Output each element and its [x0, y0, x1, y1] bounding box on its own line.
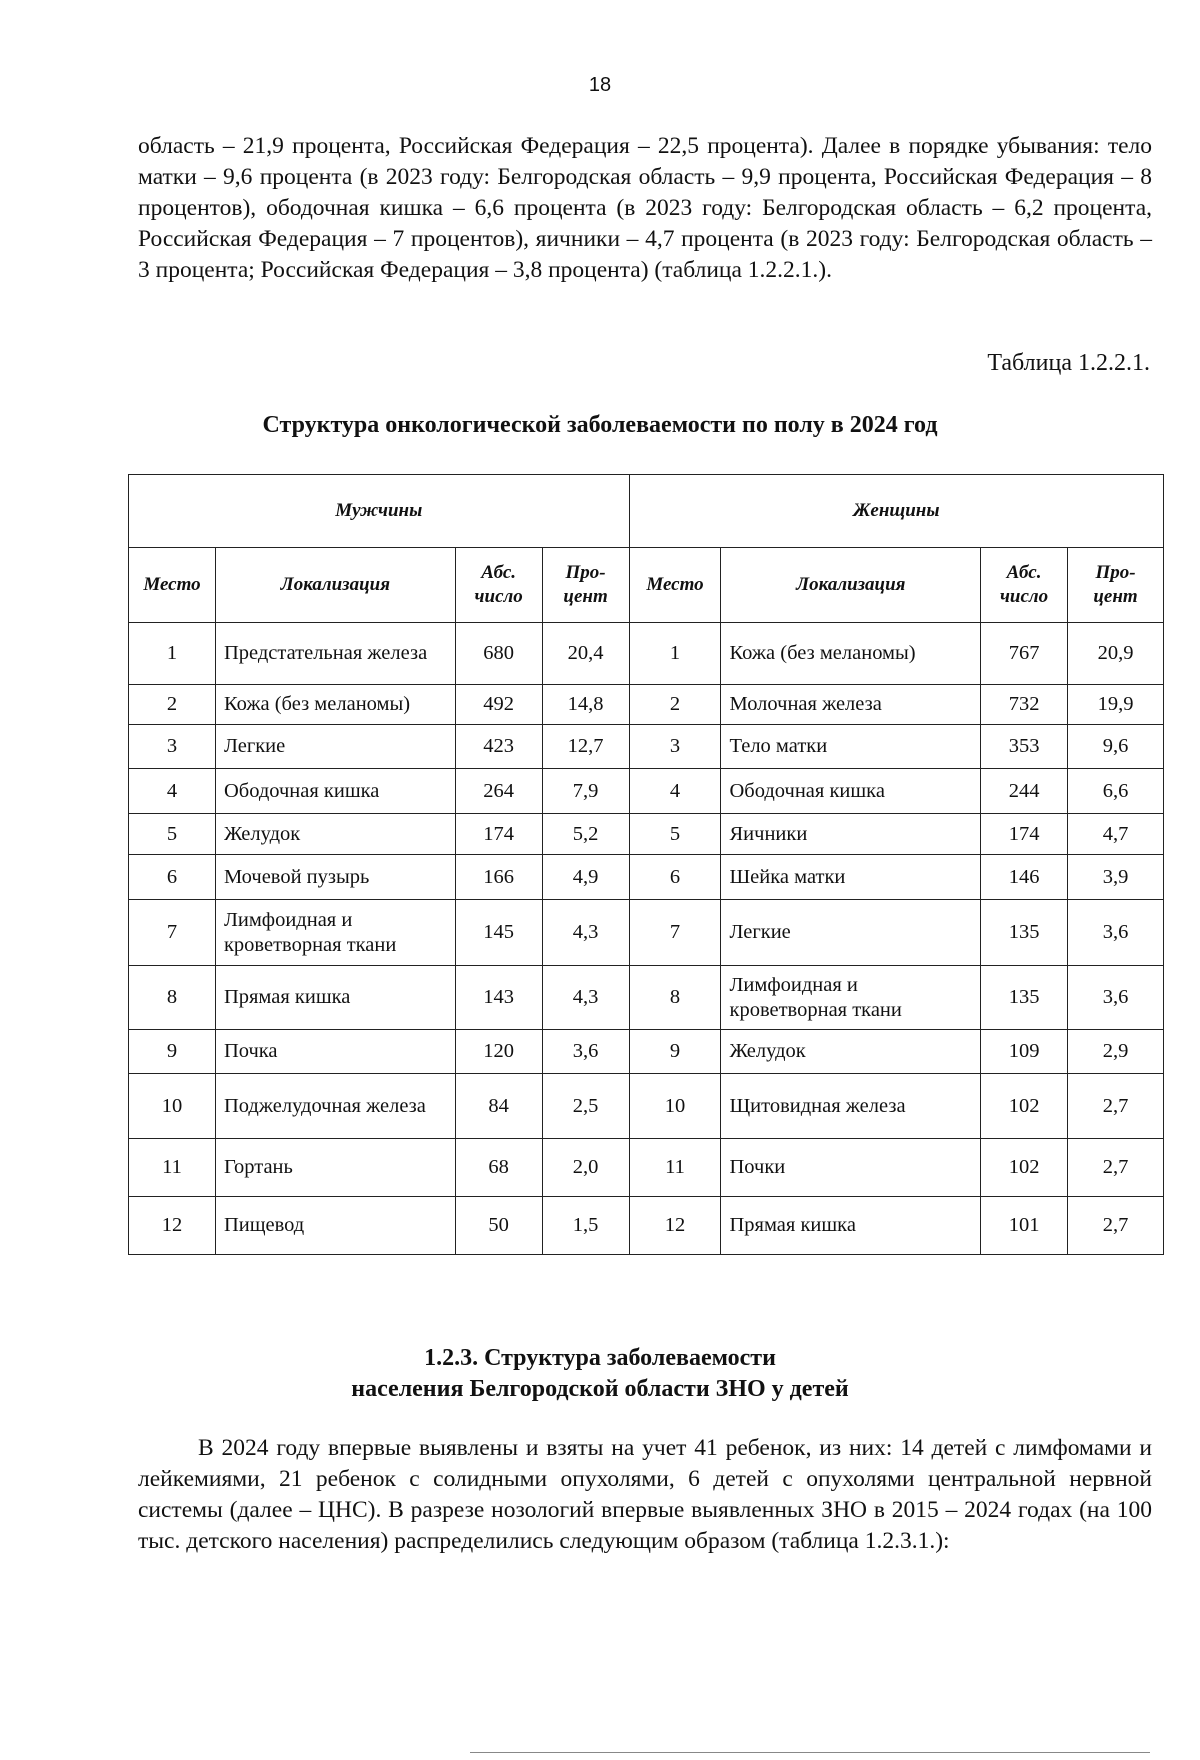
women-localization-cell: Кожа (без меланомы)	[721, 623, 981, 685]
table-row	[129, 1197, 1164, 1255]
col-abs-men: Абс. число	[455, 548, 542, 623]
col-place-women: Место	[629, 548, 721, 623]
men-localization-cell: Пищевод	[215, 1197, 455, 1255]
table-row	[129, 814, 1164, 855]
women-place-cell: 12	[629, 1197, 721, 1255]
men-percent-cell: 2,5	[542, 1074, 629, 1139]
women-abs-cell: 109	[981, 1030, 1068, 1074]
women-percent-cell: 4,7	[1068, 814, 1164, 855]
women-localization-cell: Щитовидная железа	[721, 1074, 981, 1139]
women-abs-cell: 135	[981, 900, 1068, 966]
men-localization-cell: Прямая кишка	[215, 966, 455, 1030]
women-percent-cell: 3,9	[1068, 855, 1164, 900]
women-place-cell: 9	[629, 1030, 721, 1074]
men-localization-cell: Предстательная железа	[215, 623, 455, 685]
bottom-rule	[470, 1752, 1150, 1753]
women-abs-cell: 135	[981, 966, 1068, 1030]
men-abs-cell: 174	[455, 814, 542, 855]
men-percent-cell: 5,2	[542, 814, 629, 855]
table-label: Таблица 1.2.2.1.	[987, 350, 1150, 376]
women-percent-cell: 9,6	[1068, 725, 1164, 769]
women-place-cell: 11	[629, 1139, 721, 1197]
men-percent-cell: 4,3	[542, 900, 629, 966]
women-localization-cell: Молочная железа	[721, 685, 981, 725]
men-place-cell: 11	[129, 1139, 216, 1197]
women-abs-cell: 101	[981, 1197, 1068, 1255]
men-localization-cell: Ободочная кишка	[215, 769, 455, 814]
women-place-cell: 2	[629, 685, 721, 725]
section-title-line-1: 1.2.3. Структура заболеваемости	[424, 1345, 776, 1371]
table-row	[129, 1139, 1164, 1197]
women-percent-cell: 2,9	[1068, 1030, 1164, 1074]
women-place-cell: 7	[629, 900, 721, 966]
table-row	[129, 725, 1164, 769]
page-number: 18	[588, 74, 612, 96]
men-localization-cell: Кожа (без меланомы)	[215, 685, 455, 725]
men-place-cell: 4	[129, 769, 216, 814]
men-localization-cell: Легкие	[215, 725, 455, 769]
women-place-cell: 3	[629, 725, 721, 769]
section-title-line-2: населения Белгородской области ЗНО у детей	[351, 1376, 849, 1402]
men-localization-cell: Поджелудочная железа	[215, 1074, 455, 1139]
men-localization-cell: Желудок	[215, 814, 455, 855]
table-row	[129, 769, 1164, 814]
women-localization-cell: Легкие	[721, 900, 981, 966]
women-place-cell: 6	[629, 855, 721, 900]
women-percent-cell: 20,9	[1068, 623, 1164, 685]
men-abs-cell: 50	[455, 1197, 542, 1255]
men-percent-cell: 12,7	[542, 725, 629, 769]
women-place-cell: 8	[629, 966, 721, 1030]
men-percent-cell: 4,9	[542, 855, 629, 900]
men-abs-cell: 680	[455, 623, 542, 685]
women-place-cell: 4	[629, 769, 721, 814]
col-percent-men: Про-цент	[542, 548, 629, 623]
women-abs-cell: 102	[981, 1139, 1068, 1197]
women-percent-cell: 2,7	[1068, 1074, 1164, 1139]
women-abs-cell: 174	[981, 814, 1068, 855]
men-place-cell: 9	[129, 1030, 216, 1074]
men-place-cell: 1	[129, 623, 216, 685]
children-paragraph: В 2024 году впервые выявлены и взяты на учет 41 ребенок, из них: 14 детей с лимфомами и лейкемиями, 21 ребенок с солидными опухолями, 6 детей с опухолями центральной нервной системы (далее – ЦНС). В разрезе нозологий впервые выявленных ЗНО в 2015 – 2024 годах (на 100 тыс. детского населения) распределились следующим образом (таблица 1.2.3.1.):	[138, 1435, 1152, 1554]
column-header-row	[129, 548, 1164, 623]
table-title: Структура онкологической заболеваемости по полу в 2024 год	[262, 412, 938, 438]
intro-paragraph: область – 21,9 процента, Российская Федерация – 22,5 процента). Далее в порядке убывания: тело матки – 9,6 процента (в 2023 году: Белгородская область – 9,9 процента, Российская Федерация – 8 процентов), ободочная кишка – 6,6 процента (в 2023 году: Белгородская область – 6,2 процента, Российская Федерация – 7 процентов), яичники – 4,7 процента (в 2023 году: Белгородская область – 3 процента; Российская Федерация – 3,8 процента) (таблица 1.2.2.1.).	[138, 133, 1152, 283]
women-abs-cell: 353	[981, 725, 1068, 769]
table-row	[129, 900, 1164, 966]
men-percent-cell: 7,9	[542, 769, 629, 814]
women-abs-cell: 244	[981, 769, 1068, 814]
men-abs-cell: 143	[455, 966, 542, 1030]
men-localization-cell: Почка	[215, 1030, 455, 1074]
men-abs-cell: 492	[455, 685, 542, 725]
women-localization-cell: Шейка матки	[721, 855, 981, 900]
men-abs-cell: 423	[455, 725, 542, 769]
women-place-cell: 5	[629, 814, 721, 855]
table-row	[129, 1074, 1164, 1139]
table-row	[129, 685, 1164, 725]
men-localization-cell: Лимфоидная и кроветворная ткани	[215, 900, 455, 966]
col-abs-women: Абс. число	[981, 548, 1068, 623]
men-abs-cell: 84	[455, 1074, 542, 1139]
women-localization-cell: Ободочная кишка	[721, 769, 981, 814]
women-place-cell: 10	[629, 1074, 721, 1139]
men-place-cell: 10	[129, 1074, 216, 1139]
men-place-cell: 2	[129, 685, 216, 725]
col-localization-men: Локализация	[215, 548, 455, 623]
men-percent-cell: 14,8	[542, 685, 629, 725]
men-abs-cell: 166	[455, 855, 542, 900]
table-row	[129, 623, 1164, 685]
women-percent-cell: 3,6	[1068, 900, 1164, 966]
women-abs-cell: 146	[981, 855, 1068, 900]
men-abs-cell: 145	[455, 900, 542, 966]
men-abs-cell: 120	[455, 1030, 542, 1074]
women-percent-cell: 6,6	[1068, 769, 1164, 814]
men-localization-cell: Мочевой пузырь	[215, 855, 455, 900]
table-row	[129, 855, 1164, 900]
women-percent-cell: 19,9	[1068, 685, 1164, 725]
men-percent-cell: 20,4	[542, 623, 629, 685]
men-abs-cell: 68	[455, 1139, 542, 1197]
men-percent-cell: 3,6	[542, 1030, 629, 1074]
women-localization-cell: Желудок	[721, 1030, 981, 1074]
men-place-cell: 5	[129, 814, 216, 855]
men-place-cell: 6	[129, 855, 216, 900]
women-place-cell: 1	[629, 623, 721, 685]
col-place-men: Место	[129, 548, 216, 623]
group-header-row	[129, 475, 1164, 548]
women-localization-cell: Прямая кишка	[721, 1197, 981, 1255]
men-percent-cell: 4,3	[542, 966, 629, 1030]
oncology-structure-table	[128, 474, 1164, 1255]
women-abs-cell: 102	[981, 1074, 1068, 1139]
women-percent-cell: 2,7	[1068, 1197, 1164, 1255]
group-women-header: Женщины	[629, 475, 1163, 548]
men-abs-cell: 264	[455, 769, 542, 814]
men-place-cell: 12	[129, 1197, 216, 1255]
col-localization-women: Локализация	[721, 548, 981, 623]
section-title	[0, 1343, 1200, 1405]
men-localization-cell: Гортань	[215, 1139, 455, 1197]
table-row	[129, 1030, 1164, 1074]
col-percent-women: Про-цент	[1068, 548, 1164, 623]
group-men-header: Мужчины	[129, 475, 630, 548]
men-percent-cell: 1,5	[542, 1197, 629, 1255]
women-percent-cell: 2,7	[1068, 1139, 1164, 1197]
men-place-cell: 8	[129, 966, 216, 1030]
men-percent-cell: 2,0	[542, 1139, 629, 1197]
women-percent-cell: 3,6	[1068, 966, 1164, 1030]
women-abs-cell: 767	[981, 623, 1068, 685]
table-row	[129, 966, 1164, 1030]
women-localization-cell: Яичники	[721, 814, 981, 855]
women-localization-cell: Почки	[721, 1139, 981, 1197]
men-place-cell: 3	[129, 725, 216, 769]
women-abs-cell: 732	[981, 685, 1068, 725]
women-localization-cell: Лимфоидная и кроветворная ткани	[721, 966, 981, 1030]
men-place-cell: 7	[129, 900, 216, 966]
women-localization-cell: Тело матки	[721, 725, 981, 769]
